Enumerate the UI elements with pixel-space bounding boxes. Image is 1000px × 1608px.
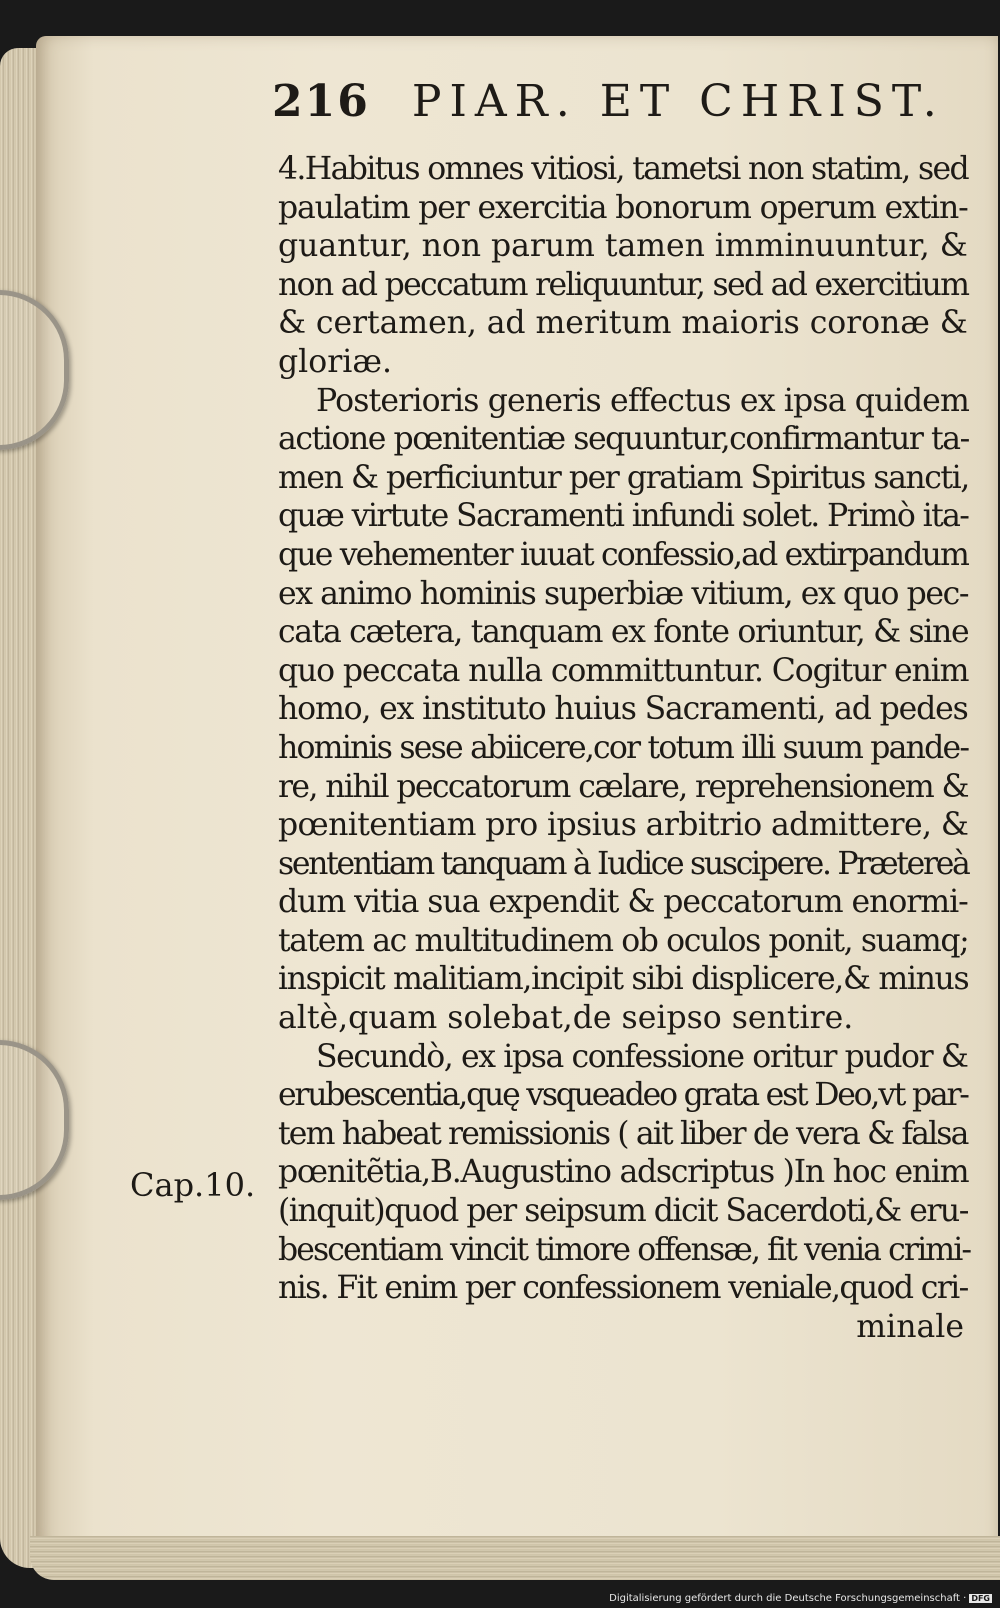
credit-text: Digitalisierung gefördert durch die Deutsche Forschungsgemeinschaft · (609, 1593, 967, 1604)
text-line: inspicit malitiam,incipit sibi displicere,& minus (278, 961, 969, 998)
text-line: paulatim per exercitia bonorum operum extin- (278, 189, 968, 226)
dfg-logo-icon: DFG (971, 1594, 990, 1603)
text-line: tatem ac multitudinem ob oculos ponit, suamq; (278, 922, 969, 959)
text-line: que vehementer iuuat confessio,ad extirpandum (278, 536, 969, 573)
text-line: 4.Habitus omnes vitiosi, tametsi non statim, sed (278, 151, 969, 187)
text-line: dum vitia sua expendit & peccatorum enormi- (278, 884, 968, 921)
page-number: 216 (272, 76, 370, 127)
running-title: PIAR. ET CHRIST. (411, 76, 945, 127)
text-line: gloriæ. (278, 343, 392, 380)
text-line: pœnitentiam pro ipsius arbitrio admittere, & (278, 807, 969, 844)
text-line: Posterioris generis effectus ex ipsa quidem (316, 382, 969, 419)
text-line: quo peccata nulla committuntur. Cogitur enim (278, 652, 969, 689)
text-line: ex animo hominis superbiæ vitium, ex quo pec- (278, 575, 969, 612)
text-line: actione pœnitentiæ sequuntur,confirmantur ta- (278, 421, 969, 458)
text-line: tem habeat remissionis ( ait liber de vera & falsa (278, 1115, 968, 1152)
text-line: nis. Fit enim per confessionem veniale,quod cri- (278, 1270, 968, 1307)
text-line: guantur, non parum tamen imminuuntur, & (278, 228, 968, 265)
text-line: quæ virtute Sacramenti infundi solet. Primò ita- (278, 498, 969, 535)
text-line: men & perficiuntur per gratiam Spiritus sancti, (278, 459, 969, 496)
text-line: altè,quam solebat,de seipso sentire. (278, 1000, 854, 1037)
text-line: hominis sese abiicere,cor totum illi suum pande- (278, 729, 969, 766)
text-line: non ad peccatum reliquuntur, sed ad exercitium (278, 266, 969, 303)
body-text (278, 150, 971, 1346)
text-line: erubescentia,quę vsqueadeo grata est Deo,vt par- (278, 1077, 968, 1114)
text-line: sententiam tanquam à Iudice suscipere. Prætereà (278, 845, 969, 882)
text-line: re, nihil peccatorum cælare, reprehensionem & (278, 768, 968, 805)
marginal-note: Cap.10. (130, 1166, 256, 1204)
running-header (272, 76, 945, 127)
text-line: & certamen, ad meritum maioris coronæ & (278, 305, 968, 342)
text-line: homo, ex instituto huius Sacramenti, ad pedes (278, 691, 968, 728)
text-line: bescentiam vincit timore offensæ, fit venia crimi- (278, 1231, 971, 1268)
text-line: minale (856, 1308, 964, 1345)
text-line: (inquit)quod per seipsum dicit Sacerdoti,& eru- (278, 1193, 968, 1230)
text-line: pœnitẽtia,B.Augustino adscriptus )In hoc enim (278, 1154, 969, 1191)
text-line: Secundò, ex ipsa confessione oritur pudor & (316, 1038, 968, 1075)
text-line: cata cætera, tanquam ex fonte oriuntur, & sine (278, 614, 969, 651)
page-edges-bottom (30, 1536, 1000, 1580)
digitization-credit (609, 1593, 992, 1604)
